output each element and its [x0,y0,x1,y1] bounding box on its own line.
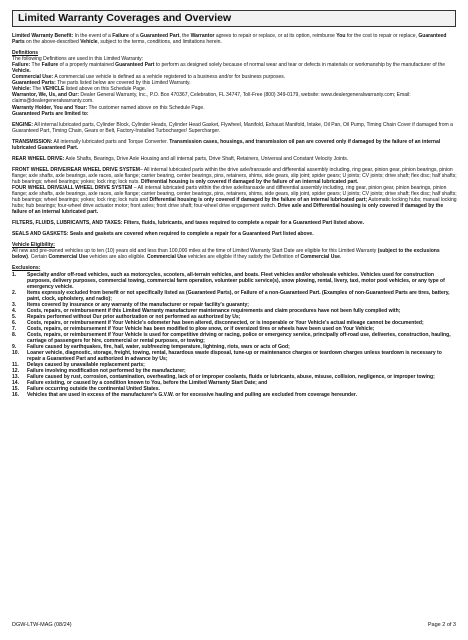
definition-guaranteed-parts: Guaranteed Parts: The parts listed below are covered by this Limited Warranty. [12,80,191,87]
exclusion-text: Failure involving modification not performed by the manufacturer; [27,368,186,375]
definition-warrantor: Warrantor, We, Us, and Our: Dealer General Warranty, Inc., P.O. Box 470367, Celebration, FL 34747, Toll-Free (800) 349-0179, website: www.dealergeneralwarranty.com; Email: claims@dealergeneralwarranty.com. [12,92,411,105]
exclusion-text: Costs, repairs, or reimbursement if Your Vehicle's odometer has been altered, disconnected, or is inoperable or Your Vehicle's actual mileage cannot be documented; [27,319,424,326]
exclusion-item [12,272,457,290]
exclusion-number: 1. [12,271,17,278]
exclusion-text: Items expressly excluded from benefit or not specifically listed as (Guaranteed Parts), or Failure of a non-Guaranteed Part. (Examples of non-Guaranteed Parts are tires, battery, paint, clock, upholstery, and radio); [27,289,450,302]
page-title: Limited Warranty Coverages and Overview [18,12,232,24]
coverage-rear-wheel-drive: REAR WHEEL DRIVE: Axle Shafts, Bearings, Drive Axle Housing and all internal parts, Drive Shaft, Retainers, Universal and Constant Velocity Joints. [12,155,349,162]
exclusion-number: 14. [12,380,20,387]
exclusion-item [12,332,457,344]
document-body [12,33,457,398]
coverage-seals-gaskets: SEALS AND GASKETS: Seals and gaskets are covered when required to complete a repair for a Guaranteed Part listed above. [12,231,314,238]
definition-warranty-holder: Warranty Holder, You and Your: The customer named above on this Schedule Page. [12,104,205,111]
exclusion-number: 9. [12,344,17,351]
exclusion-text: Vehicles that are used in excess of the manufacturer's G.V.W. or for excessive hauling and pulling are excluded from coverage hereunder. [27,392,358,399]
title-bar [12,10,456,27]
exclusion-number: 2. [12,289,17,296]
intro-paragraph: Limited Warranty Benefit: In the event of a Failure of a Guaranteed Part, the Warrantor agrees to repair or replace, or at its option, reimburse You for the cost to repair or replace, Guaranteed Parts on the above-described Vehicle, subject to the terms, conditions, and limitations herein. [12,33,447,46]
exclusion-number: 11. [12,362,19,369]
guaranteed-parts-limited: Guaranteed Parts are limited to: [12,110,89,117]
exclusion-number: 6. [12,319,17,326]
exclusion-item [12,290,457,302]
exclusion-text: Failure existing, or caused by a condition known to You, before the Limited Warranty Start Date; and [27,380,268,387]
coverage-front-rear-drive-system: FRONT WHEEL DRIVE/REAR WHEEL DRIVE SYSTEM– All internal lubricated parts within the drive axle/transaxle and differential assembly including, ring gear, pinion gear, pinion bearings, pinion flange; axle shafts, axle bearings, axle races, axle flange; carrier bearing, center bearings, pins, retainers, shims, side gears, slip joint; spider gears; U joints; CV joints; drive shaft; flex disc; half shafts; hub bearings; wheel bearings; yokes; lock ring; lock nuts. Differential housing is only covered if damaged by the failure of an internal lubricated part. [12,166,457,185]
exclusion-text: Costs, repairs, or reimbursement if Your Vehicle is used for competitive driving or racing, police or emergency service, principally off-road use, deliveries, construction, hauling, carriage of passengers for hire, commercial or rental purposes, or towing; [27,331,451,345]
exclusion-text: Failure occurring outside the continental United States. [27,386,160,393]
intro-label: Limited Warranty Benefit: [12,33,74,39]
exclusions-heading: Exclusions: [12,265,41,272]
exclusion-number: 4. [12,307,17,314]
exclusion-number: 8. [12,331,17,338]
exclusion-item [12,350,457,362]
exclusion-text: Failure caused by earthquakes, fire, hail, water, subfreezing temperature, lightning, riots, wars or acts of God; [27,344,290,351]
definitions-lead: The following Definitions are used in this Limited Warranty: [12,56,144,63]
exclusion-text: Costs, repairs, or reimbursement if Your Vehicle has been modified to plow snow, or if oversized tires or wheels have been used on Your Vehicle; [27,325,375,332]
form-id: DGW-LTW-MAG (08/24) [12,622,72,628]
coverage-engine: ENGINE: All internal lubricated parts, Cylinder Block, Cylinder Heads, Cylinder Head Gasket, Flywheel, Manifold, Exhaust Manifold, Intake, Oil Pan, Oil Pump, Timing Chain Cover if damaged from a Guaranteed Part, Timing Chain, Gears or Belt, Factory-Installed Turbocharger/ Supercharger. [12,121,453,134]
exclusion-text: Costs, repairs, or reimbursement if this Limited Warranty manufacturer maintenance requirements and claim procedures have not been fully complied with; [27,307,401,314]
exclusion-number: 12. [12,368,20,375]
definition-vehicle: Vehicle: The VEHICLE listed above on this Schedule Page. [12,86,147,93]
definitions-heading: Definitions [12,50,39,57]
exclusion-text: Specialty and/or off-road vehicles, such as motorcycles, scooters, all-terrain vehicles, and boats. Fleet vehicles and/or wholesale vehicles. Vehicles used for construction purposes, delivery purposes, commercial towing, commercial farm operation, volunteer public service(s), snow plowing, rental, livery, taxi, motor pool vehicles, or any type of emergency vehicle. [27,271,445,290]
exclusion-text: Delays caused by unavailable replacement parts; [27,362,145,369]
exclusion-number: 7. [12,325,17,332]
definition-failure: Failure: The Failure of a properly maintained Guaranteed Part to perform as designed solely because of normal wear and tear or defects in materials or workmanship by the manufacturer of the Vehicle. [12,62,446,75]
page-number: Page 2 of 3 [427,622,456,628]
coverage-transmission: TRANSMISSION: All internally lubricated parts and Torque Converter. Transmission cases, housings, and transmission oil pan are covered only if damaged by the failure of an internal lubricated Guaranteed Part. [12,138,441,151]
eligibility-text: All new and pre-owned vehicles up to ten (10) years old and less than 100,000 miles at the time of Limited Warranty Start Date are eligible for this Limited Warranty (subject to the exclusions below). Certain Commercial Use vehicles are also eligible. Commercial Use vehicles are eligible if they satisfy the Definition of Commercial Use. [12,248,440,261]
exclusion-number: 3. [12,301,17,308]
exclusion-number: 15. [12,386,20,393]
exclusion-number: 5. [12,313,17,320]
exclusion-text: Repairs performed without Our prior authorization or not performed as authorized by Us; [27,313,241,320]
exclusion-number: 10. [12,350,20,357]
definition-commercial-use: Commercial Use: A commercial use vehicle is defined as a vehicle registered to a business and/or for business purposes. [12,74,286,81]
exclusion-number: 13. [12,374,20,381]
exclusion-text: Items covered by insurance or any warranty of the manufacturer or repair facility's guaranty; [27,301,249,308]
coverage-four-wheel-drive: FOUR WHEEL DRIVE/ALL WHEEL DRIVE SYSTEM – All internal lubricated parts within the drive axle/transaxle and differential assembly including, ring gear, pinion gear, pinion bearings, pinion flange; axle shafts, axle bearings, axle races, axle flange; carrier bearing, center bearings, pins, retainers, shims, side gears, slip joint, spider gears; U joints; CV joints; drive shaft; flex disc; half shafts; hub bearings; wheel bearings; yokes; lock ring; lock nuts and Differential housing is only covered if damaged by the failure of an internal lubricated part; Automatic locking hubs; manual locking hubs; hub bearings; four-wheel drive actuator motor; front axles; front drive shaft; four-wheel drive engagement switch. Drive axle and Differential housing is only covered if damaged by the failure of an internal lubricated part. [12,184,457,216]
exclusions-list [12,272,457,399]
eligibility-heading: Vehicle Eligibility: [12,242,55,249]
coverage-filters-fluids: FILTERS, FLUIDS, LUBRICANTS, AND TAXES: Filters, fluids, lubricants, and taxes required to complete a repair for a Guaranteed Part listed above. [12,220,365,227]
exclusion-text: Failure caused by rust, corrosion, contamination, overheating, lack of or improper coolants, fluids or lubricants, abuse, misuse, collision, negligence, or improper towing; [27,374,435,381]
exclusion-number: 16. [12,392,20,399]
exclusion-item [12,392,457,398]
exclusion-text: Loaner vehicle, diagnostic, storage, freight, towing, rental, hazardous waste disposal, tune-up or maintenance charges or teardown charges unless teardown is necessary to repair a Guaranteed Part and authorized in advance by Us; [27,350,442,363]
